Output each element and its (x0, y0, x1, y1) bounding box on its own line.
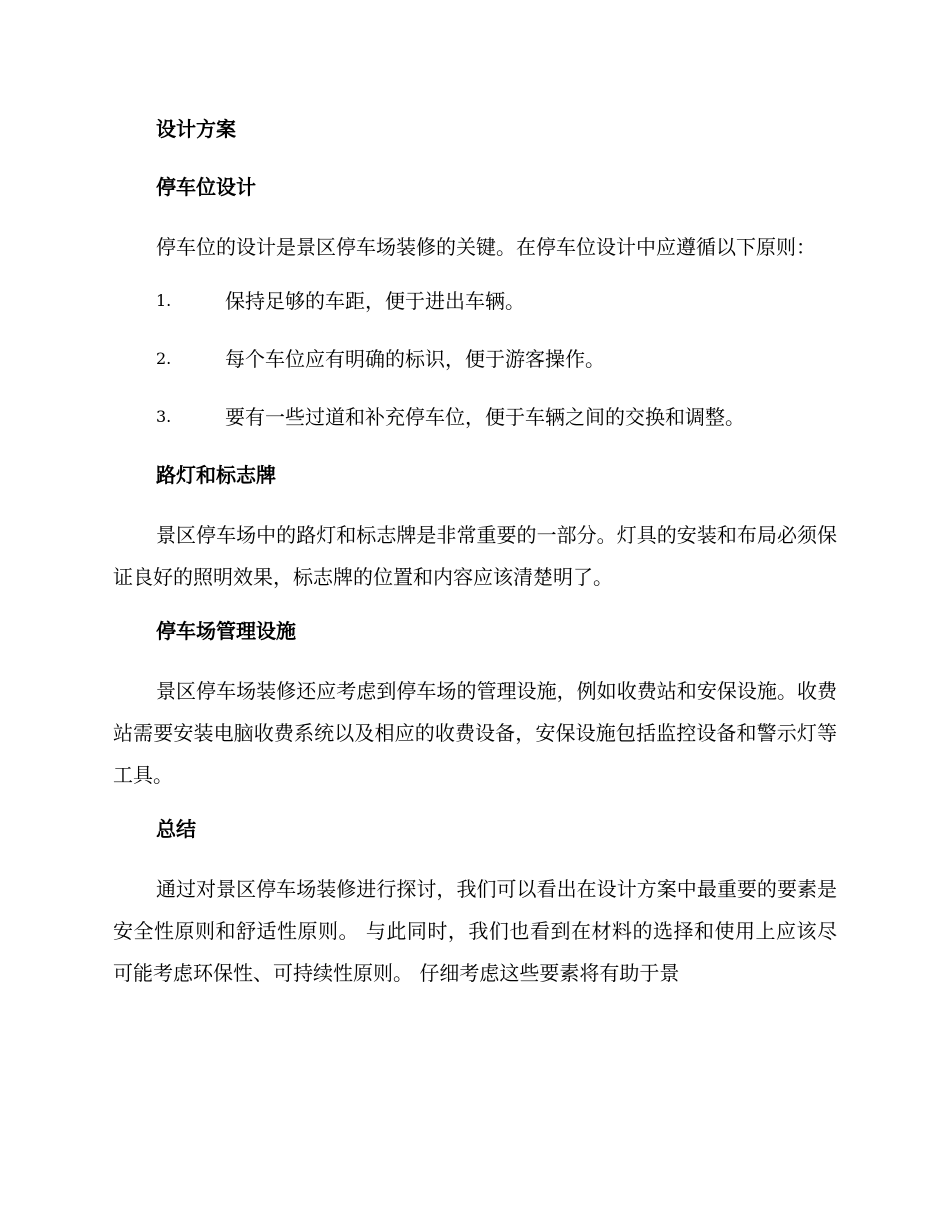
lights-signs-body: 景区停车场中的路灯和标志牌是非常重要的一部分。灯具的安装和布局必须保证良好的照明效果，标志牌的位置和内容应该清楚明了。 (113, 523, 837, 589)
list-item-text: 每个车位应有明确的标识，便于游客操作。 (225, 347, 605, 371)
section-heading-management: 停车场管理设施 (156, 619, 296, 643)
list-item-number: 1. (156, 291, 172, 310)
document-content (113, 110, 837, 1008)
list-item (113, 282, 837, 320)
list-item (113, 398, 837, 436)
parking-principles-list (113, 282, 837, 436)
list-item (113, 340, 837, 378)
summary-body: 通过对景区停车场装修进行探讨，我们可以看出在设计方案中最重要的要素是安全性原则和舒适性原则。 与此同时，我们也看到在材料的选择和使用上应该尽可能考虑环保性、可持续性原则。 仔细考虑这些要素将有助于景 (113, 877, 837, 985)
document-title: 设计方案 (156, 117, 236, 141)
section-heading-summary: 总结 (156, 817, 196, 841)
list-item-number: 3. (156, 407, 172, 426)
section-heading-lights-signs: 路灯和标志牌 (156, 463, 276, 487)
management-body: 景区停车场装修还应考虑到停车场的管理设施，例如收费站和安保设施。收费站需要安装电脑收费系统以及相应的收费设备，安保设施包括监控设备和警示灯等工具。 (113, 679, 837, 787)
section-heading-parking-design: 停车位设计 (156, 175, 256, 199)
parking-design-intro: 停车位的设计是景区停车场装修的关键。在停车位设计中应遵循以下原则： (156, 235, 816, 259)
list-item-number: 2. (156, 349, 172, 368)
list-item-text: 要有一些过道和补充停车位，便于车辆之间的交换和调整。 (225, 405, 745, 429)
list-item-text: 保持足够的车距，便于进出车辆。 (225, 289, 525, 313)
